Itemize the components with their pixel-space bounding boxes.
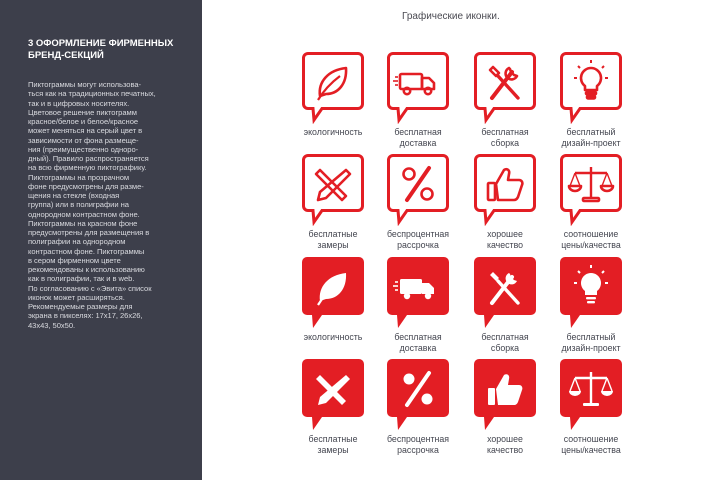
leaf-icon (302, 257, 364, 329)
lightbulb-icon (560, 257, 622, 329)
icon-tile-measure-outline (296, 154, 370, 250)
icon-tile-quality-outline (468, 154, 542, 250)
icon-tile-delivery-filled (381, 257, 455, 353)
wrench-screwdriver-icon (474, 52, 536, 124)
truck-icon (387, 257, 449, 329)
icon-caption: беспроцентная рассрочка (386, 434, 449, 455)
sidebar-panel (0, 0, 202, 480)
icon-tile-installment-outline (381, 154, 455, 250)
icon-caption: бесплатный дизайн-проект (561, 127, 621, 148)
icon-tile-design-filled (554, 257, 628, 353)
section-heading: 3 ОФОРМЛЕНИЕ ФИРМЕННЫХ БРЕНД-СЕКЦИЙ (28, 38, 174, 61)
pencil-ruler-icon (302, 359, 364, 431)
icon-caption: экологичность (303, 332, 363, 342)
percent-icon (387, 359, 449, 431)
icon-caption: хорошее качество (486, 229, 524, 250)
thumbs-up-icon (474, 154, 536, 226)
truck-icon (387, 52, 449, 124)
scales-icon (560, 154, 622, 226)
icon-tile-eco-outline (296, 52, 370, 138)
icon-caption: соотношение цены/качества (561, 434, 621, 455)
icon-tile-eco-filled (296, 257, 370, 343)
icon-caption: беспроцентная рассрочка (386, 229, 449, 250)
scales-icon (560, 359, 622, 431)
thumbs-up-icon (474, 359, 536, 431)
icon-caption: бесплатные замеры (308, 229, 358, 250)
icon-caption: бесплатная доставка (394, 332, 442, 353)
lightbulb-icon (560, 52, 622, 124)
percent-icon (387, 154, 449, 226)
icon-caption: хорошее качество (486, 434, 524, 455)
section-description: Пиктограммы могут использова- ться как на традиционных печатных, так и в цифровых носителях. Цветовое решение пиктограмм красное/белое и белое/красное может меняться на серый цвет в зависимости от фона размеще- ния (преимущественно одноро- дный). Правило распространяется на всю фирменную пиктографику. Пиктограммы на прозрачном фоне предусмотрены для разме- щения на стекле (входная группа) или в полиграфии на однородном контрастном фоне. Пиктограммы на красном фоне предусмотрены для размещения в полиграфии на однородном контрастном фоне. Пиктограммы в сером фирменном цвете рекомендованы к использованию как в полиграфии, так и в web. По согласованию с «Эвита» список иконок может расширяться. Рекомендуемые размеры для экрана в пикселях: 17x17, 26x26, 43x43, 50x50. (28, 80, 156, 330)
icon-caption: экологичность (303, 127, 363, 137)
icon-tile-installment-filled (381, 359, 455, 455)
wrench-screwdriver-icon (474, 257, 536, 329)
icon-caption: бесплатная доставка (394, 127, 442, 148)
icon-tile-assembly-filled (468, 257, 542, 353)
icon-caption: соотношение цены/качества (561, 229, 621, 250)
icon-caption: бесплатный дизайн-проект (561, 332, 621, 353)
icon-tile-measure-filled (296, 359, 370, 455)
page-title: Графические иконки. (402, 11, 500, 22)
leaf-icon (302, 52, 364, 124)
icon-tile-quality-filled (468, 359, 542, 455)
pencil-ruler-icon (302, 154, 364, 226)
icon-tile-value-filled (554, 359, 628, 455)
icon-caption: бесплатные замеры (308, 434, 358, 455)
icon-caption: бесплатная сборка (481, 127, 529, 148)
icon-tile-design-outline (554, 52, 628, 148)
icon-caption: бесплатная сборка (481, 332, 529, 353)
icon-tile-value-outline (554, 154, 628, 250)
icon-tile-assembly-outline (468, 52, 542, 148)
icon-tile-delivery-outline (381, 52, 455, 148)
